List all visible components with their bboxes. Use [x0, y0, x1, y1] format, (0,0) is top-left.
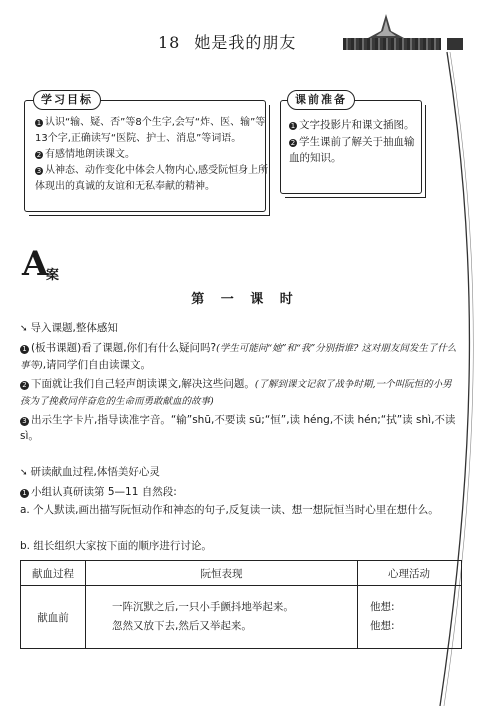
- behavior-cell: [86, 586, 358, 649]
- preparation-box: [280, 93, 422, 194]
- thought-line: 他想:: [370, 620, 395, 632]
- preparation-text: 文字投影片和课文插图。: [299, 119, 415, 131]
- part1-heading: [20, 320, 118, 335]
- section-letter: A: [22, 244, 49, 284]
- table-row: [21, 586, 462, 649]
- preparation-text: 学生课前了解关于抽血输血的知识。: [289, 135, 415, 164]
- part2-item: [20, 502, 460, 518]
- item-text: a. 个人默读,画出描写阮恒动作和神态的句子,反复读一读、想一想阮恒当时心里在想什么。: [20, 504, 439, 516]
- number-badge: 1: [20, 489, 29, 498]
- part1-heading-text: 导入课题,整体感知: [30, 322, 118, 334]
- number-badge: 1: [290, 122, 296, 130]
- banner-stripe: [343, 38, 441, 50]
- preparation-item: [289, 134, 421, 167]
- objectives-box: [24, 93, 269, 212]
- blood-donation-table: [20, 560, 462, 649]
- arrow-icon: ➘: [20, 468, 28, 478]
- number-badge: 3: [20, 417, 29, 426]
- preparation-list: [289, 117, 421, 167]
- preparation-label: 课前准备: [287, 90, 355, 110]
- table-header: 献血过程: [21, 561, 86, 586]
- item-text: 下面就让我们自己轻声朗读课文,解决这些问题。: [31, 378, 255, 390]
- part2-heading: [20, 464, 160, 479]
- lesson-number: 18: [158, 33, 181, 52]
- banner-star-icon: [368, 14, 404, 40]
- number-badge: 2: [20, 381, 29, 390]
- item-text: (板书课题)看了课题,你们有什么疑问吗?: [31, 342, 217, 354]
- item-text: b. 组长组织大家按下面的顺序进行讨论。: [20, 540, 212, 552]
- item-text: 出示生字卡片,指导读准字音。“输”shū,不要读 sū;“恒”,读 héng,不读 hén;“拭”读 shì,不读 sì。: [20, 414, 456, 442]
- lesson-title-text: 她是我的朋友: [194, 33, 297, 52]
- preparation-item: [289, 117, 421, 134]
- thought-line: 他想:: [370, 601, 395, 613]
- part1-item: [20, 376, 460, 410]
- part2-item: [20, 538, 460, 554]
- objective-text: 认识“输、疑、否”等8个生字,会写“炸、医、输”等13个字,正确读写“医院、护士、消息”等词语。: [35, 117, 266, 144]
- item-text: 小组认真研读第 5—11 自然段:: [31, 486, 177, 498]
- objective-text: 有感情地朗读课文。: [45, 149, 135, 160]
- period-title: 第 一 课 时: [191, 292, 299, 307]
- part1-item: [20, 412, 460, 444]
- objective-item: [35, 115, 271, 147]
- thought-cell: [358, 586, 462, 649]
- section-suffix: 案: [46, 268, 60, 283]
- objective-text: 从神态、动作变化中体会人物内心,感受阮恒身上所体现出的真诚的友谊和无私奉献的精神。: [35, 165, 269, 192]
- part2-heading-text: 研读献血过程,体悟美好心灵: [30, 466, 160, 478]
- table-header: 阮恒表现: [86, 561, 358, 586]
- objective-item: [35, 147, 271, 163]
- number-badge: 2: [290, 138, 296, 147]
- objective-item: [35, 163, 271, 195]
- number-badge: 1: [36, 119, 42, 127]
- banner-stripe-end: [447, 38, 463, 50]
- number-badge: 3: [36, 167, 42, 175]
- item-tail: ,请同学们自由读课文。: [42, 359, 152, 371]
- objectives-label: 学习目标: [33, 90, 101, 110]
- table-header: 心理活动: [358, 561, 462, 586]
- objectives-list: [35, 115, 271, 195]
- table-header-row: [21, 561, 462, 586]
- item-note: (了解到课文记叙了战争时期,一个叫阮恒的小男孩为了挽救同伴奋危的生命而勇敢献血的故事): [20, 379, 452, 407]
- lesson-title: [158, 30, 296, 53]
- behavior-line: 一阵沉默之后,一只小手颤抖地举起来。: [112, 601, 294, 613]
- number-badge: 2: [36, 151, 42, 159]
- item-note: (学生可能问“她”和“我”分别指谁? 这对朋友间发生了什么事等): [20, 343, 457, 371]
- number-badge: 1: [20, 345, 29, 354]
- behavior-line: 忽然又放下去,然后又举起来。: [112, 620, 252, 632]
- part2-item: [20, 484, 460, 500]
- part1-item: [20, 340, 460, 374]
- stage-cell: 献血前: [21, 586, 86, 649]
- arrow-icon: ➘: [20, 324, 28, 334]
